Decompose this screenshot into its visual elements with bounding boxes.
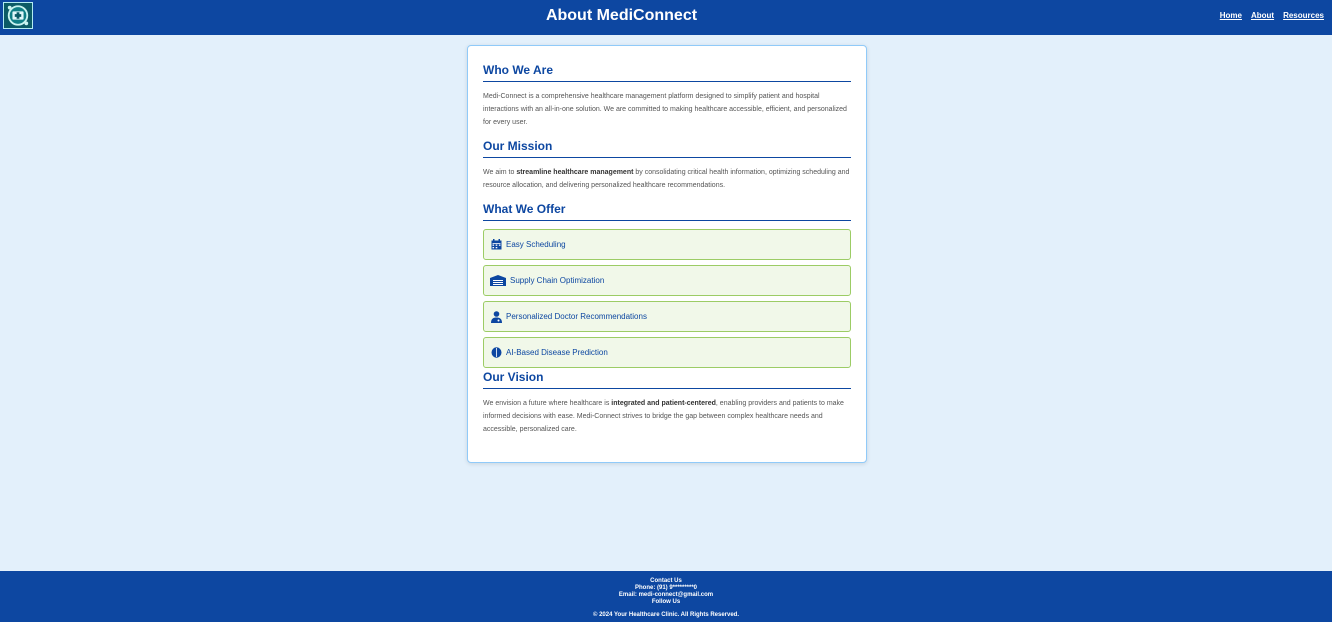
top-header	[0, 0, 1332, 35]
offer-item-label: Easy Scheduling	[506, 240, 566, 249]
footer-follow-us: Follow Us	[651, 599, 681, 605]
our-mission-heading: Our Mission	[483, 139, 851, 158]
mission-text-lead: We aim to	[483, 169, 517, 176]
offer-item-disease-prediction[interactable]	[483, 337, 851, 368]
vision-text-lead: We envision a future where healthcare is	[483, 400, 612, 407]
mission-text-rest: by consolidating critical health information, optimizing scheduling and resource allocation, and delivering personalized healthcare recommendations.	[483, 169, 850, 189]
about-card	[467, 45, 867, 463]
calendar-icon	[489, 238, 503, 251]
offer-item-label: Supply Chain Optimization	[510, 276, 605, 285]
top-nav	[1220, 11, 1324, 20]
offer-item-label: AI-Based Disease Prediction	[506, 348, 608, 357]
what-we-offer-heading: What We Offer	[483, 202, 851, 221]
offer-item-label: Personalized Doctor Recommendations	[506, 312, 647, 321]
who-we-are-text: Medi-Connect is a comprehensive healthcare management platform designed to simplify patient and hospital interactions with an all-in-one solution. We are committed to making healthcare accessible, efficient, and personalized for every user.	[483, 93, 847, 126]
vision-text-emphasis: integrated and patient-centered	[611, 400, 716, 407]
footer-contact-title: Contact Us	[650, 578, 682, 584]
doctor-icon	[489, 310, 503, 323]
page-footer	[0, 571, 1332, 622]
footer-copyright: © 2024 Your Healthcare Clinic. All Rights Reserved.	[592, 612, 740, 618]
offer-item-supply-chain[interactable]	[483, 265, 851, 296]
mission-text-emphasis: streamline healthcare management	[516, 169, 634, 176]
our-mission-text	[483, 166, 851, 192]
nav-about-link[interactable]: About	[1250, 11, 1275, 20]
who-we-are-heading: Who We Are	[483, 63, 851, 82]
nav-home-link[interactable]: Home	[1219, 11, 1242, 20]
warehouse-icon	[489, 274, 507, 287]
offer-item-doctor-recommendations[interactable]	[483, 301, 851, 332]
footer-email[interactable]: Email: medi-connect@gmail.com	[618, 592, 714, 598]
footer-phone: Phone: (91) 9*********0	[634, 585, 698, 591]
vision-text-rest: , enabling providers and patients to make informed decisions with ease. Medi-Connect strives to bridge the gap between complex healthcare needs and accessible, personalized care.	[483, 400, 844, 433]
our-vision-heading: Our Vision	[483, 370, 851, 389]
our-vision-text	[483, 397, 851, 436]
brain-icon	[489, 346, 503, 359]
page-title: About MediConnect	[545, 7, 698, 24]
nav-resources-link[interactable]: Resources	[1283, 11, 1324, 20]
offer-item-scheduling[interactable]	[483, 229, 851, 260]
